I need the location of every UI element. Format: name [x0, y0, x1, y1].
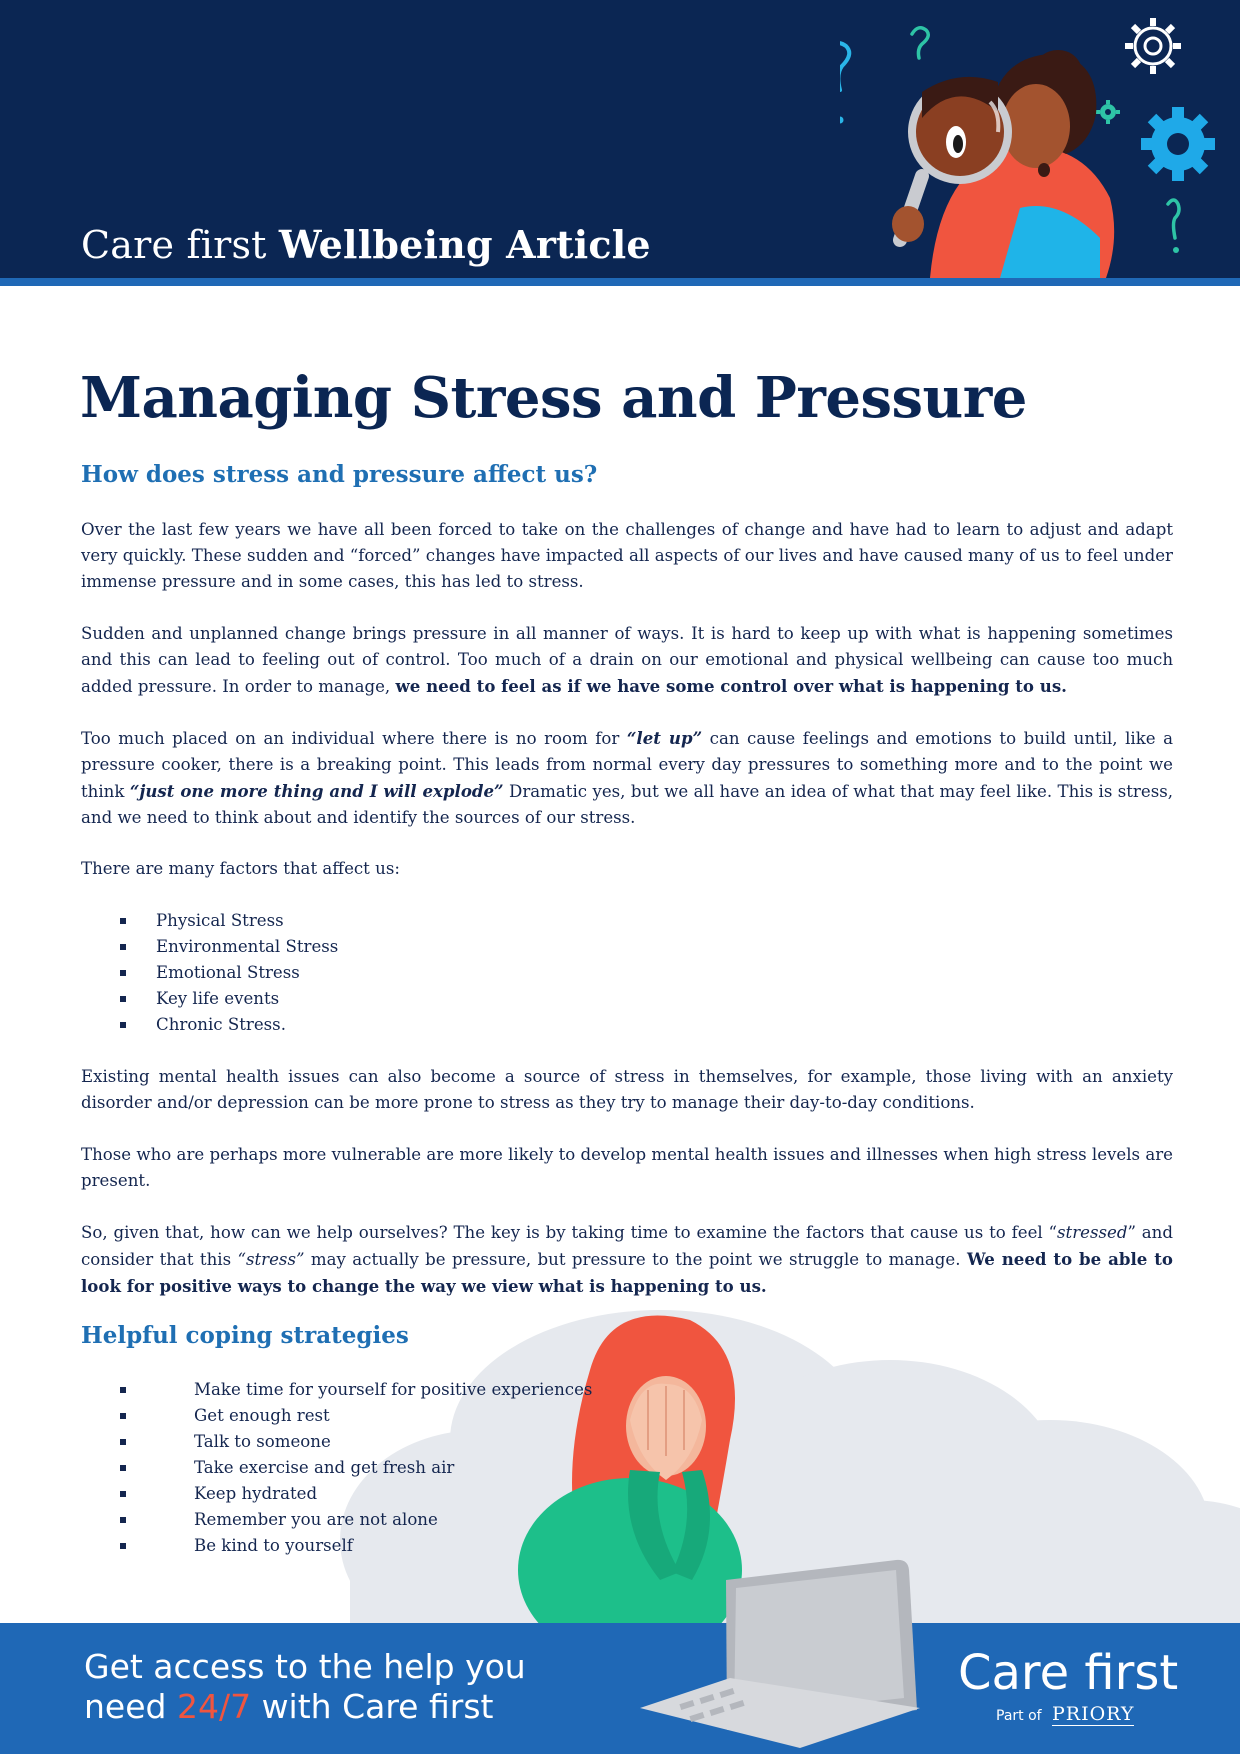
brand-light: Care first: [81, 223, 267, 267]
paragraph-5: Existing mental health issues can also become a source of stress in themselves, for example, those living with an anxiety disorder and/or depression can be more prone to stress as they try to manage their day-to-day conditions.: [81, 1067, 1173, 1112]
bullet-icon: [120, 970, 126, 976]
bullet-icon: [120, 1439, 126, 1445]
paragraph-6: Those who are perhaps more vulnerable are more likely to develop mental health issues and illnesses when high stress levels are present.: [81, 1145, 1173, 1190]
bullet-icon: [120, 1387, 126, 1393]
paragraph-7-text-a: So, given that, how can we help ourselves? The key is by taking time to examine the factors that cause us to feel “: [81, 1223, 1058, 1242]
paragraph-7-italic-stressed: stressed: [1057, 1223, 1128, 1242]
bullet-icon: [120, 1517, 126, 1523]
paragraph-3-emphasis-explode: “just one more thing and I will explode”: [129, 781, 504, 801]
paragraph-7-text-e: may actually be pressure, but pressure to the point we struggle to manage.: [304, 1250, 967, 1269]
priory-logo: PRIORY: [1052, 1703, 1135, 1725]
paragraph-2-text: Sudden and unplanned change brings pressure in all manner of ways. It is hard to keep up with what is happening sometimes and this can lead to feeling out of control. Too much of a drain on our emotional and physical wellbeing can cause too much added pressure. In order to manage,: [81, 624, 1173, 696]
cta-highlight: 24/7: [176, 1687, 252, 1726]
section-heading-stress: How does stress and pressure affect us?: [81, 461, 598, 488]
paragraph-7: [81, 1220, 1173, 1300]
paragraph-4: There are many factors that affect us:: [81, 859, 400, 878]
paragraph-2: [81, 621, 1173, 700]
paragraph-3-text-c: can cause feelings and emotions to build until, like a pressure cooker, there is a breaking point. This leads from normal every day pressures to something more and to the point we think: [81, 729, 1173, 801]
header-stripe: [0, 278, 1240, 286]
cta-line-2: need 24/7 with Care first: [84, 1687, 494, 1726]
question-mark-dot: [840, 117, 844, 124]
cta-line-1: Get access to the help you: [84, 1647, 526, 1686]
magnifying-glass-illustration: [840, 0, 1240, 278]
footer-call-to-action: [84, 1647, 526, 1727]
laptop-icon: [640, 1540, 940, 1750]
page-title: Managing Stress and Pressure: [80, 365, 1027, 431]
question-mark-icon-2: [912, 28, 928, 58]
gear-icon: [1141, 107, 1215, 181]
paragraph-7-bold: We need to be able to look for positive ways to change the way we view what is happening to us.: [81, 1249, 1173, 1296]
bullet-icon: [120, 1022, 126, 1028]
part-of-label: Part of: [996, 1708, 1042, 1724]
brand-line: [81, 222, 651, 267]
section-heading-coping: Helpful coping strategies: [81, 1322, 409, 1349]
paragraph-2-bold: we need to feel as if we have some control over what is happening to us.: [395, 676, 1067, 696]
paragraph-3: [81, 725, 1173, 831]
paragraph-7-italic-stress: “stress”: [237, 1250, 305, 1269]
care-first-logo: Care first: [958, 1645, 1179, 1701]
question-mark-icon-3: [1168, 200, 1179, 238]
bullet-icon: [120, 1491, 126, 1497]
paragraph-3-text-e: Dramatic yes, but we all have an idea of what that may feel like. This is stress, and we need to think about and identify the sources of our stress.: [81, 782, 1173, 827]
brand-bold: Wellbeing Article: [278, 222, 651, 267]
bullet-icon: [120, 1543, 126, 1549]
question-mark-icon: [840, 43, 849, 90]
bullet-icon: [120, 918, 126, 924]
paragraph-3-text-a: Too much placed on an individual where there is no room for: [81, 729, 627, 748]
bullet-icon: [120, 1413, 126, 1419]
paragraph-7-text-c: ” and consider that this: [81, 1223, 1173, 1269]
bullet-icon: [120, 1465, 126, 1471]
small-gear-icon: [1096, 100, 1120, 124]
bullet-icon: [120, 944, 126, 950]
paragraph-3-emphasis-let-up: “let up”: [626, 728, 703, 748]
paragraph-1: Over the last few years we have all been forced to take on the challenges of change and have had to learn to adjust and adapt very quickly. These sudden and “forced” changes have impacted all aspects of our lives and have caused many of us to feel under immense pressure and in some cases, this has led to stress.: [81, 520, 1173, 591]
gear-outline-icon: [1125, 18, 1181, 74]
bullet-icon: [120, 996, 126, 1002]
